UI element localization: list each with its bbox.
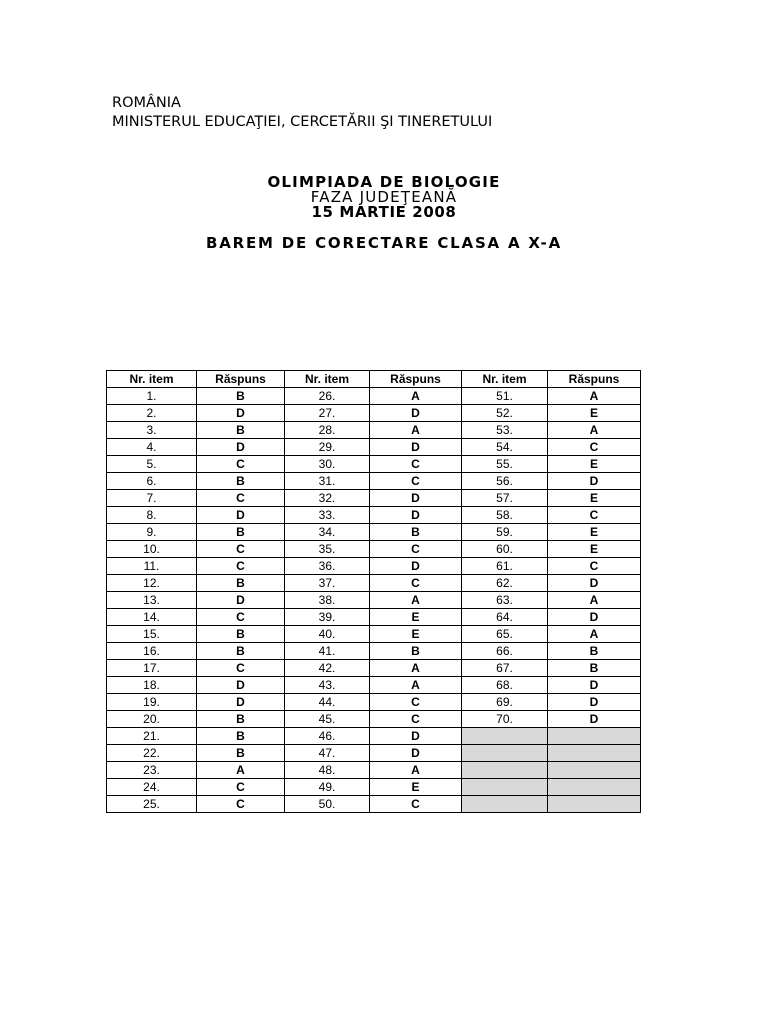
item-number-cell: 34. <box>285 524 370 541</box>
item-number-cell: 13. <box>107 592 197 609</box>
item-number-cell: 39. <box>285 609 370 626</box>
item-number-cell: 48. <box>285 762 370 779</box>
item-number-cell: 66. <box>462 643 548 660</box>
answer-cell: D <box>370 490 462 507</box>
item-number-cell: 38. <box>285 592 370 609</box>
item-number-cell: 58. <box>462 507 548 524</box>
answer-cell: C <box>197 660 285 677</box>
answer-cell: B <box>197 711 285 728</box>
item-number-cell: 56. <box>462 473 548 490</box>
table-row <box>107 660 641 677</box>
answer-cell: D <box>548 711 641 728</box>
column-header-answer: Răspuns <box>548 371 641 388</box>
item-number-cell: 15. <box>107 626 197 643</box>
item-number-cell: 31. <box>285 473 370 490</box>
answer-cell: D <box>197 592 285 609</box>
answer-cell: D <box>370 405 462 422</box>
item-number-cell: 47. <box>285 745 370 762</box>
olympiad-title: OLIMPIADA DE BIOLOGIE <box>267 173 501 191</box>
item-number-cell: 35. <box>285 541 370 558</box>
answer-cell: C <box>197 779 285 796</box>
answer-cell <box>548 762 641 779</box>
table-row <box>107 609 641 626</box>
item-number-cell: 37. <box>285 575 370 592</box>
item-number-cell: 3. <box>107 422 197 439</box>
answer-cell: A <box>548 422 641 439</box>
answer-cell: E <box>548 490 641 507</box>
table-header-row <box>107 371 641 388</box>
table-row <box>107 728 641 745</box>
answer-cell: A <box>370 762 462 779</box>
item-number-cell: 16. <box>107 643 197 660</box>
item-number-cell: 46. <box>285 728 370 745</box>
answer-cell: E <box>370 779 462 796</box>
answer-cell: C <box>370 796 462 813</box>
barem-title: BAREM DE CORECTARE CLASA A X-A <box>206 234 562 252</box>
item-number-cell: 5. <box>107 456 197 473</box>
table-row <box>107 422 641 439</box>
answer-cell: A <box>370 592 462 609</box>
item-number-cell: 17. <box>107 660 197 677</box>
answer-cell: A <box>548 592 641 609</box>
item-number-cell: 51. <box>462 388 548 405</box>
answer-cell <box>548 796 641 813</box>
item-number-cell: 44. <box>285 694 370 711</box>
answer-cell: C <box>197 490 285 507</box>
answer-cell: A <box>548 388 641 405</box>
answer-cell: D <box>548 677 641 694</box>
item-number-cell: 11. <box>107 558 197 575</box>
item-number-cell: 67. <box>462 660 548 677</box>
answer-cell: B <box>197 388 285 405</box>
answer-cell: D <box>548 473 641 490</box>
table-row <box>107 405 641 422</box>
answer-cell: B <box>197 728 285 745</box>
item-number-cell: 10. <box>107 541 197 558</box>
table-row <box>107 490 641 507</box>
item-number-cell: 24. <box>107 779 197 796</box>
answer-cell <box>548 745 641 762</box>
answer-cell: B <box>370 643 462 660</box>
answer-cell: A <box>370 660 462 677</box>
answer-cell: A <box>548 626 641 643</box>
item-number-cell: 12. <box>107 575 197 592</box>
answer-cell: D <box>197 405 285 422</box>
item-number-cell: 14. <box>107 609 197 626</box>
item-number-cell: 28. <box>285 422 370 439</box>
item-number-cell: 54. <box>462 439 548 456</box>
date-title: 15 MARTIE 2008 <box>311 203 457 221</box>
column-header-answer: Răspuns <box>197 371 285 388</box>
answer-cell: C <box>370 456 462 473</box>
table-row <box>107 456 641 473</box>
answer-cell: E <box>370 626 462 643</box>
answer-cell <box>548 728 641 745</box>
answer-cell: D <box>197 677 285 694</box>
item-number-cell: 21. <box>107 728 197 745</box>
item-number-cell: 27. <box>285 405 370 422</box>
answer-cell: C <box>370 694 462 711</box>
table-row <box>107 677 641 694</box>
answer-key-table <box>106 370 641 813</box>
answer-cell: C <box>370 711 462 728</box>
item-number-cell: 63. <box>462 592 548 609</box>
item-number-cell: 4. <box>107 439 197 456</box>
item-number-cell: 50. <box>285 796 370 813</box>
answer-cell: C <box>548 439 641 456</box>
item-number-cell <box>462 796 548 813</box>
answer-cell: D <box>370 745 462 762</box>
item-number-cell: 6. <box>107 473 197 490</box>
item-number-cell: 2. <box>107 405 197 422</box>
table-row <box>107 626 641 643</box>
answer-cell: D <box>197 439 285 456</box>
item-number-cell: 68. <box>462 677 548 694</box>
table-row <box>107 711 641 728</box>
item-number-cell: 62. <box>462 575 548 592</box>
item-number-cell: 32. <box>285 490 370 507</box>
answer-cell: E <box>548 456 641 473</box>
table-row <box>107 575 641 592</box>
answer-cell: E <box>548 405 641 422</box>
item-number-cell: 19. <box>107 694 197 711</box>
answer-cell: B <box>197 626 285 643</box>
answer-cell: D <box>548 575 641 592</box>
item-number-cell: 30. <box>285 456 370 473</box>
column-header-answer: Răspuns <box>370 371 462 388</box>
answer-cell: A <box>197 762 285 779</box>
answer-cell: A <box>370 388 462 405</box>
item-number-cell: 1. <box>107 388 197 405</box>
answer-cell: C <box>548 507 641 524</box>
header-ministry: MINISTERUL EDUCAŢIEI, CERCETĂRII ŞI TINERETULUI <box>112 114 493 130</box>
table-row <box>107 796 641 813</box>
table-row <box>107 762 641 779</box>
table-row <box>107 473 641 490</box>
item-number-cell: 20. <box>107 711 197 728</box>
answer-cell: C <box>197 541 285 558</box>
item-number-cell: 69. <box>462 694 548 711</box>
answer-cell: B <box>197 473 285 490</box>
answer-cell: B <box>370 524 462 541</box>
item-number-cell: 36. <box>285 558 370 575</box>
item-number-cell: 45. <box>285 711 370 728</box>
answer-cell: C <box>197 609 285 626</box>
item-number-cell: 29. <box>285 439 370 456</box>
item-number-cell <box>462 745 548 762</box>
answer-cell: D <box>548 694 641 711</box>
table-row <box>107 524 641 541</box>
table-row <box>107 507 641 524</box>
answer-cell: D <box>370 728 462 745</box>
column-header-item: Nr. item <box>285 371 370 388</box>
column-header-item: Nr. item <box>462 371 548 388</box>
answer-cell: D <box>370 439 462 456</box>
item-number-cell: 26. <box>285 388 370 405</box>
item-number-cell: 60. <box>462 541 548 558</box>
answer-cell: A <box>370 422 462 439</box>
answer-cell: D <box>370 558 462 575</box>
table-row <box>107 643 641 660</box>
item-number-cell: 40. <box>285 626 370 643</box>
phase-title: FAZA JUDEŢEANĂ <box>310 188 458 206</box>
answer-cell: B <box>197 575 285 592</box>
answer-cell: B <box>197 524 285 541</box>
item-number-cell <box>462 728 548 745</box>
item-number-cell: 41. <box>285 643 370 660</box>
header-country: ROMÂNIA <box>112 95 181 111</box>
answer-cell: B <box>548 643 641 660</box>
answer-cell: D <box>548 609 641 626</box>
table-row <box>107 558 641 575</box>
answer-cell: A <box>370 677 462 694</box>
answer-cell <box>548 779 641 796</box>
item-number-cell: 53. <box>462 422 548 439</box>
item-number-cell: 49. <box>285 779 370 796</box>
item-number-cell: 8. <box>107 507 197 524</box>
answer-cell: B <box>197 745 285 762</box>
item-number-cell: 23. <box>107 762 197 779</box>
answer-cell: C <box>197 456 285 473</box>
item-number-cell: 64. <box>462 609 548 626</box>
item-number-cell <box>462 762 548 779</box>
answer-cell: C <box>548 558 641 575</box>
answer-cell: C <box>370 575 462 592</box>
item-number-cell: 43. <box>285 677 370 694</box>
table-row <box>107 439 641 456</box>
answer-cell: C <box>370 473 462 490</box>
item-number-cell: 52. <box>462 405 548 422</box>
item-number-cell: 61. <box>462 558 548 575</box>
answer-cell: D <box>370 507 462 524</box>
table-row <box>107 592 641 609</box>
item-number-cell: 25. <box>107 796 197 813</box>
answer-cell: B <box>548 660 641 677</box>
item-number-cell: 33. <box>285 507 370 524</box>
answer-cell: D <box>197 694 285 711</box>
item-number-cell: 59. <box>462 524 548 541</box>
answer-cell: B <box>197 422 285 439</box>
table-row <box>107 541 641 558</box>
item-number-cell: 7. <box>107 490 197 507</box>
item-number-cell <box>462 779 548 796</box>
table-row <box>107 694 641 711</box>
answer-cell: E <box>548 541 641 558</box>
answer-cell: B <box>197 643 285 660</box>
table-row <box>107 779 641 796</box>
item-number-cell: 57. <box>462 490 548 507</box>
item-number-cell: 70. <box>462 711 548 728</box>
answer-cell: E <box>370 609 462 626</box>
item-number-cell: 65. <box>462 626 548 643</box>
table-row <box>107 745 641 762</box>
answer-cell: C <box>197 558 285 575</box>
item-number-cell: 55. <box>462 456 548 473</box>
item-number-cell: 42. <box>285 660 370 677</box>
item-number-cell: 22. <box>107 745 197 762</box>
item-number-cell: 18. <box>107 677 197 694</box>
answer-cell: D <box>197 507 285 524</box>
answer-cell: E <box>548 524 641 541</box>
item-number-cell: 9. <box>107 524 197 541</box>
table-row <box>107 388 641 405</box>
column-header-item: Nr. item <box>107 371 197 388</box>
answer-cell: C <box>197 796 285 813</box>
answer-cell: C <box>370 541 462 558</box>
